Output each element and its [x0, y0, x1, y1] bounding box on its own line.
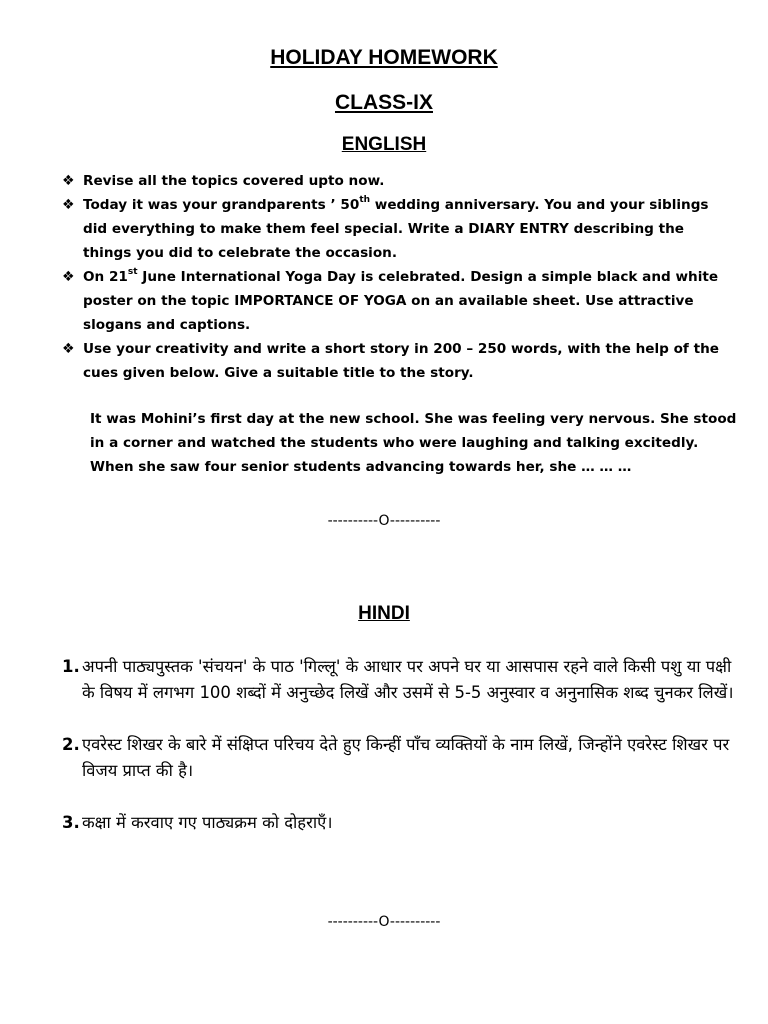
list-item [62, 169, 722, 193]
task-text: एवरेस्ट शिखर के बारे में संक्षिप्त परिचय देते हुए किन्हीं पाँच व्यक्तियों के नाम लिखें, जिन्होंने एवरेस्ट शिखर पर विजय प्राप्त की है। [82, 735, 730, 780]
page-title: HOLIDAY HOMEWORK [270, 46, 498, 69]
list-item [62, 732, 734, 784]
task-text: June International Yoga Day is celebrated. Design a simple black and white poster on the topic IMPORTANCE OF YOGA on an available sheet. Use attractive slogans and captions. [83, 269, 719, 333]
task-text: Revise all the topics covered upto now. [83, 173, 385, 189]
task-text: Today it was your grandparents ’ 50 [83, 197, 360, 213]
english-heading: ENGLISH [341, 134, 427, 155]
four-diamond-bullet-icon: ❖ [62, 173, 75, 189]
story-cue-passage: It was Mohini’s first day at the new school. She was feeling very nervous. She stood in a corner and watched the students who were laughing and talking excitedly. When she saw four senior students advancing towards her, she … … … [90, 411, 737, 475]
four-diamond-bullet-icon: ❖ [62, 269, 75, 285]
four-diamond-bullet-icon: ❖ [62, 197, 75, 213]
class-heading: CLASS-IX [334, 91, 433, 114]
list-item [62, 265, 722, 337]
item-number: 1. [62, 657, 80, 676]
task-text: On 21 [83, 269, 128, 285]
task-text: wedding anniversary. You and your siblings did everything to make them feel special. Write a DIARY ENTRY describing the things you did to celebrate the occasion. [83, 197, 709, 261]
task-text: अपनी पाठ्यपुस्तक 'संचयन' के पाठ 'गिल्लू' के आधार पर अपने घर या आसपास रहने वाले किसी पशु या पक्षी के विषय में लगभग 100 शब्दों में अनुच्छेद लिखें और उसमें से 5-5 अनुस्वार व अनुनासिक शब्द चुनकर लिखें। [82, 657, 734, 702]
four-diamond-bullet-icon: ❖ [62, 341, 75, 357]
english-task-list [62, 169, 722, 385]
task-text: कक्षा में करवाए गए पाठ्यक्रम को दोहराएँ। [82, 813, 333, 832]
ordinal-suffix: th [359, 195, 371, 206]
hindi-task-list [62, 654, 734, 862]
hindi-heading: HINDI [358, 603, 410, 624]
task-text: Use your creativity and write a short story in 200 – 250 words, with the help of the cues given below. Give a suitable title to the story. [83, 341, 719, 381]
list-item [62, 193, 722, 265]
list-item [62, 337, 722, 385]
list-item [62, 654, 734, 706]
item-number: 3. [62, 813, 80, 832]
section-divider: ----------O---------- [327, 513, 441, 529]
section-divider: ----------O---------- [327, 914, 441, 930]
item-number: 2. [62, 735, 80, 754]
list-item [62, 810, 734, 836]
ordinal-suffix: st [127, 267, 138, 278]
